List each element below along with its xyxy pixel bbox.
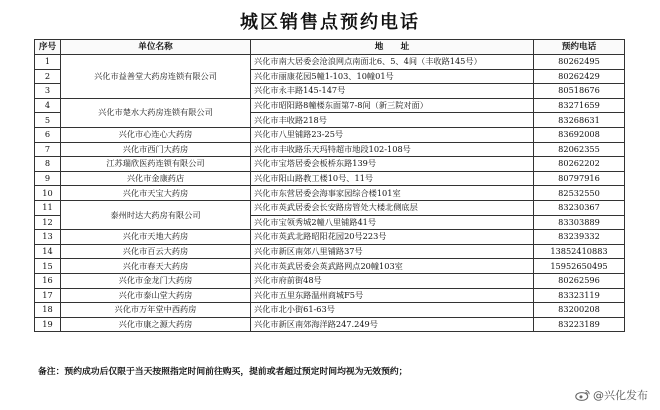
- table-row: [35, 288, 625, 303]
- row-number: 18: [35, 303, 61, 318]
- unit-name: 兴化市泰山堂大药房: [61, 288, 251, 303]
- row-number: 4: [35, 98, 61, 113]
- address: 兴化市丰收路218号: [251, 113, 534, 128]
- table-row: [35, 157, 625, 172]
- table-row: [35, 244, 625, 259]
- address: 兴化市北小街61-63号: [251, 303, 534, 318]
- unit-name: 兴化市万年堂中西药房: [61, 303, 251, 318]
- address: 兴化市英武居委会长安路房管处大楼北侧底层: [251, 200, 534, 215]
- phone-number: 83268631: [534, 113, 625, 128]
- address: 兴化市新区南郊海洋路247.249号: [251, 317, 534, 332]
- row-number: 5: [35, 113, 61, 128]
- phone-number: 83230367: [534, 200, 625, 215]
- address: 兴化市五里东路温州商城F5号: [251, 288, 534, 303]
- table-row: [35, 186, 625, 201]
- table-row: [35, 171, 625, 186]
- row-number: 11: [35, 200, 61, 215]
- phone-number: 82532550: [534, 186, 625, 201]
- phone-number: 80262202: [534, 157, 625, 172]
- table-row: [35, 230, 625, 245]
- unit-name: 泰州时达大药房有限公司: [61, 200, 251, 229]
- phone-number: 83692008: [534, 127, 625, 142]
- row-number: 9: [35, 171, 61, 186]
- row-number: 12: [35, 215, 61, 230]
- watermark: [575, 387, 648, 403]
- table-row: [35, 142, 625, 157]
- row-number: 10: [35, 186, 61, 201]
- table-row: [35, 303, 625, 318]
- watermark-text: @兴化发布: [593, 389, 648, 402]
- row-number: 2: [35, 69, 61, 84]
- weibo-icon: [575, 389, 590, 401]
- address: 兴化市英武北路昭阳花园20号223号: [251, 230, 534, 245]
- table-row: [35, 127, 625, 142]
- address: 兴化市丽康花园5幢1-103、10幢01号: [251, 69, 534, 84]
- header-address: 地 址: [251, 40, 534, 55]
- header-no: 序号: [35, 40, 61, 55]
- phone-number: 80262495: [534, 55, 625, 70]
- address: 兴化市八里铺路23-25号: [251, 127, 534, 142]
- sales-point-table: [34, 39, 625, 332]
- phone-number: 80262429: [534, 69, 625, 84]
- table-row: [35, 273, 625, 288]
- phone-number: 83239332: [534, 230, 625, 245]
- phone-number: 13852410883: [534, 244, 625, 259]
- address: 兴化市东营居委会海事家园综合楼101室: [251, 186, 534, 201]
- row-number: 14: [35, 244, 61, 259]
- table-row: [35, 317, 625, 332]
- address: 兴化市南大居委会沧浪网点南面北6、5、4间（丰收路145号）: [251, 55, 534, 70]
- unit-name: 兴化市百云大药房: [61, 244, 251, 259]
- address: 兴化市宝领秀城2幢八里铺路41号: [251, 215, 534, 230]
- phone-number: 83200208: [534, 303, 625, 318]
- phone-number: 82062355: [534, 142, 625, 157]
- address: 兴化市丰收路乐天玛特超市地段102-108号: [251, 142, 534, 157]
- table-row: [35, 200, 625, 215]
- row-number: 7: [35, 142, 61, 157]
- unit-name: 兴化市康之源大药房: [61, 317, 251, 332]
- row-number: 13: [35, 230, 61, 245]
- row-number: 19: [35, 317, 61, 332]
- address: 兴化市新区南郊八里铺路37号: [251, 244, 534, 259]
- unit-name: 兴化市楚水大药房连锁有限公司: [61, 98, 251, 127]
- footnote: 备注：预约成功后仅限于当天按照指定时间前往购买，提前或者超过预定时间均视为无效预约；: [38, 367, 408, 377]
- phone-number: 83303889: [534, 215, 625, 230]
- phone-number: 83223189: [534, 317, 625, 332]
- header-phone: 预约电话: [534, 40, 625, 55]
- address: 兴化市府前街48号: [251, 273, 534, 288]
- row-number: 1: [35, 55, 61, 70]
- phone-number: 83323119: [534, 288, 625, 303]
- unit-name: 兴化市西门大药房: [61, 142, 251, 157]
- unit-name: 兴化市金龙门大药房: [61, 273, 251, 288]
- address: 兴化市英武居委会英武路网点20幢103室: [251, 259, 534, 274]
- table-row: [35, 55, 625, 70]
- unit-name: 兴化市心连心大药房: [61, 127, 251, 142]
- header-unit: 单位名称: [61, 40, 251, 55]
- row-number: 8: [35, 157, 61, 172]
- address: 兴化市宝塔居委会板桥东路139号: [251, 157, 534, 172]
- table-body: [35, 55, 625, 332]
- row-number: 16: [35, 273, 61, 288]
- row-number: 3: [35, 84, 61, 99]
- phone-number: 80518676: [534, 84, 625, 99]
- unit-name: 兴化市益善堂大药房连锁有限公司: [61, 55, 251, 99]
- unit-name: 兴化市金康药店: [61, 171, 251, 186]
- table-header-row: [35, 40, 625, 55]
- phone-number: 15952650495: [534, 259, 625, 274]
- address: 兴化市永丰路145-147号: [251, 84, 534, 99]
- page-title: 城区销售点预约电话: [240, 12, 420, 33]
- unit-name: 兴化市天宝大药房: [61, 186, 251, 201]
- address: 兴化市阳山路教工楼10号、11号: [251, 171, 534, 186]
- phone-number: 80262596: [534, 273, 625, 288]
- unit-name: 江苏瑞欣医药连锁有限公司: [61, 157, 251, 172]
- phone-number: 83271659: [534, 98, 625, 113]
- unit-name: 兴化市天地大药房: [61, 230, 251, 245]
- unit-name: 兴化市春天大药房: [61, 259, 251, 274]
- table-row: [35, 259, 625, 274]
- address: 兴化市昭阳路8幢楼东面第7-8间（新三院对面）: [251, 98, 534, 113]
- row-number: 17: [35, 288, 61, 303]
- row-number: 15: [35, 259, 61, 274]
- table-row: [35, 98, 625, 113]
- phone-number: 80797916: [534, 171, 625, 186]
- row-number: 6: [35, 127, 61, 142]
